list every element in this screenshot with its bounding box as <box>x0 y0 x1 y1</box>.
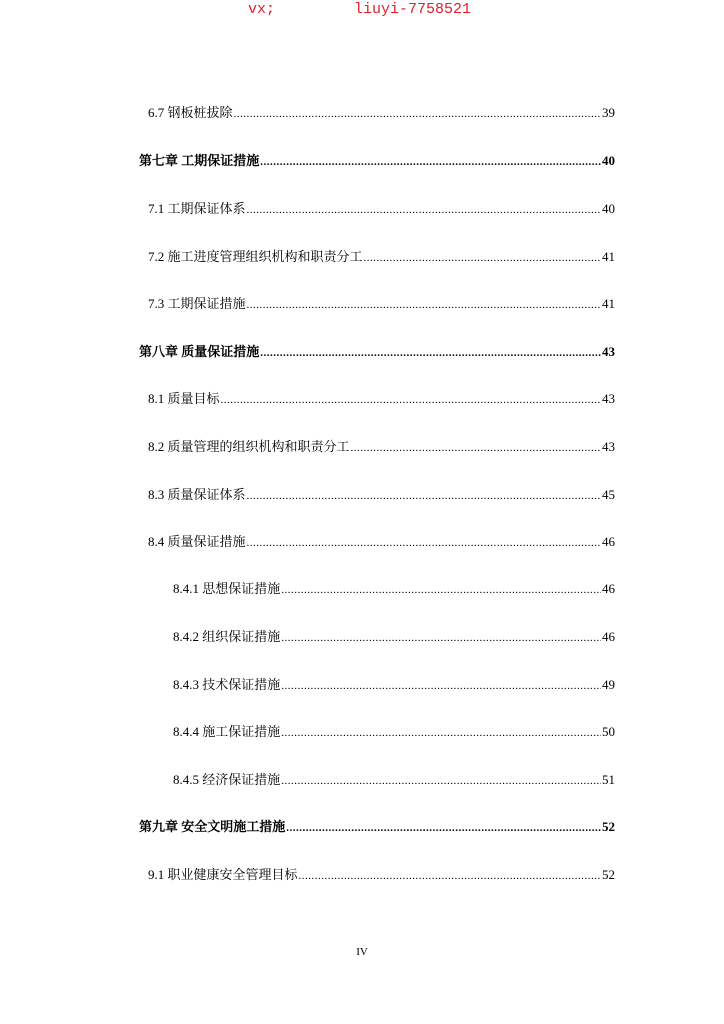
toc-entry-page: 40 <box>602 153 615 168</box>
toc-subentry[interactable] <box>173 674 615 696</box>
toc-entry-page: 41 <box>602 249 615 264</box>
toc-entry-page: 45 <box>602 487 615 502</box>
toc-dot-leader <box>260 151 601 173</box>
toc-dot-leader <box>247 532 601 554</box>
toc-entry[interactable] <box>148 531 615 553</box>
toc-chapter-entry[interactable] <box>139 816 615 838</box>
toc-dot-leader <box>281 722 601 744</box>
toc-dot-leader <box>247 485 601 507</box>
toc-entry-title: 7.3 工期保证措施 <box>148 296 246 311</box>
toc-dot-leader <box>221 389 601 411</box>
toc-entry-title: 8.2 质量管理的组织机构和职责分工 <box>148 439 350 454</box>
toc-entry-page: 43 <box>602 391 615 406</box>
toc-entry[interactable] <box>148 198 615 220</box>
page-number: IV <box>356 946 368 958</box>
toc-entry-title: 第八章 质量保证措施 <box>139 344 260 359</box>
toc-entry-title: 8.4 质量保证措施 <box>148 534 246 549</box>
toc-entry-title: 8.4.1 思想保证措施 <box>173 581 281 596</box>
toc-entry[interactable] <box>148 484 615 506</box>
toc-entry-page: 43 <box>602 344 615 359</box>
toc-entry-page: 39 <box>602 105 615 120</box>
toc-entry[interactable] <box>148 246 615 268</box>
toc-dot-leader <box>299 865 601 887</box>
toc-entry[interactable] <box>148 436 615 458</box>
toc-entry-page: 52 <box>602 819 615 834</box>
toc-chapter-entry[interactable] <box>139 150 615 172</box>
toc-entry-title: 第七章 工期保证措施 <box>139 153 260 168</box>
toc-dot-leader <box>351 437 601 459</box>
toc-entry-page: 49 <box>602 677 615 692</box>
toc-entry-page: 46 <box>602 534 615 549</box>
toc-entry-page: 51 <box>602 772 615 787</box>
toc-entry[interactable] <box>148 293 615 315</box>
toc-entry[interactable] <box>148 864 615 886</box>
toc-entry-title: 9.1 职业健康安全管理目标 <box>148 867 298 882</box>
toc-entry-page: 50 <box>602 724 615 739</box>
toc-entry-title: 8.3 质量保证体系 <box>148 487 246 502</box>
toc-entry-title: 8.4.5 经济保证措施 <box>173 772 281 787</box>
toc-entry-title: 8.4.4 施工保证措施 <box>173 724 281 739</box>
toc-subentry[interactable] <box>173 721 615 743</box>
toc-dot-leader <box>260 342 601 364</box>
toc-entry-page: 43 <box>602 439 615 454</box>
toc-dot-leader <box>247 199 601 221</box>
toc-dot-leader <box>286 817 601 839</box>
toc-entry-title: 8.4.3 技术保证措施 <box>173 677 281 692</box>
toc-chapter-entry[interactable] <box>139 341 615 363</box>
toc-entry-title: 6.7 钢板桩拔除 <box>148 105 233 120</box>
toc-entry-page: 46 <box>602 629 615 644</box>
toc-subentry[interactable] <box>173 578 615 600</box>
toc-entry-page: 40 <box>602 201 615 216</box>
watermark-right-text: liuyi-7758521 <box>354 1 472 18</box>
toc-entry-page: 41 <box>602 296 615 311</box>
watermark-left-text: vx; <box>248 1 276 18</box>
toc-entry-page: 52 <box>602 867 615 882</box>
toc-entry-title: 8.4.2 组织保证措施 <box>173 629 281 644</box>
toc-dot-leader <box>281 770 601 792</box>
toc-dot-leader <box>281 675 601 697</box>
toc-subentry[interactable] <box>173 769 615 791</box>
toc-entry[interactable] <box>148 102 615 124</box>
toc-entry[interactable] <box>148 388 615 410</box>
toc-dot-leader <box>364 247 601 269</box>
toc-subentry[interactable] <box>173 626 615 648</box>
toc-dot-leader <box>234 103 601 125</box>
toc-dot-leader <box>281 627 601 649</box>
toc-entry-title: 8.1 质量目标 <box>148 391 220 406</box>
toc-entry-title: 7.1 工期保证体系 <box>148 201 246 216</box>
toc-dot-leader <box>281 579 601 601</box>
toc-entry-title: 第九章 安全文明施工措施 <box>139 819 286 834</box>
toc-entry-title: 7.2 施工进度管理组织机构和职责分工 <box>148 249 363 264</box>
watermark <box>0 0 724 22</box>
toc-dot-leader <box>247 294 601 316</box>
toc-entry-page: 46 <box>602 581 615 596</box>
